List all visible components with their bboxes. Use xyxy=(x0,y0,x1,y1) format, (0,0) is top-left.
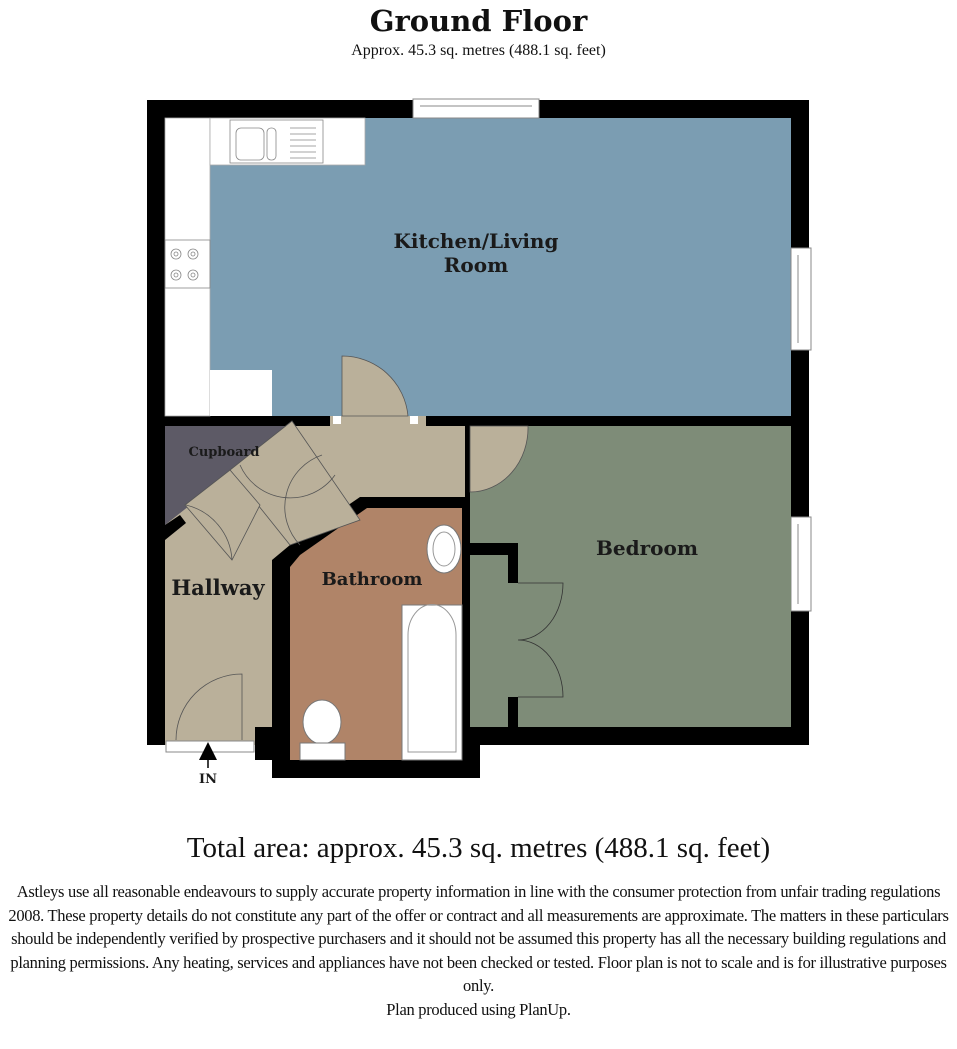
disclaimer xyxy=(4,880,953,1021)
bathroom-label: Bathroom xyxy=(321,569,423,590)
hallway-label: Hallway xyxy=(171,575,265,600)
disclaimer-text: Astleys use all reasonable endeavours to supply accurate property information in line with the consumer protection from unfair trading regulations 2008. These property details do not constitute any part of the offer or contract and all measurements are approximate. The matters in these particulars should be independently verified by prospective purchasers and it should not be assumed this property has all the necessary building regulations and planning permissions. Any heating, services and appliances have not been checked or tested. Floor plan is not to scale and is for illustrative purposes only. xyxy=(8,882,949,995)
bedroom-floor xyxy=(470,426,791,727)
plan-credit: Plan produced using PlanUp. xyxy=(386,999,571,1019)
total-area: Total area: approx. 45.3 sq. metres (488.1 sq. feet) xyxy=(186,832,771,864)
bath-icon xyxy=(402,604,462,760)
kitchen-label-line1: Kitchen/Living xyxy=(393,229,559,253)
kitchen-label-line2: Room xyxy=(443,253,509,277)
window-top xyxy=(413,99,539,118)
cupboard-label: Cupboard xyxy=(188,445,260,460)
window-kitchen-right xyxy=(791,248,811,350)
entrance-label: IN xyxy=(199,772,217,787)
bedroom-label: Bedroom xyxy=(596,536,698,560)
floor-title: Ground Floor xyxy=(369,4,588,38)
window-bedroom-right xyxy=(791,517,811,611)
basin-icon xyxy=(427,525,461,573)
floor-area-subtitle: Approx. 45.3 sq. metres (488.1 sq. feet) xyxy=(351,42,606,59)
